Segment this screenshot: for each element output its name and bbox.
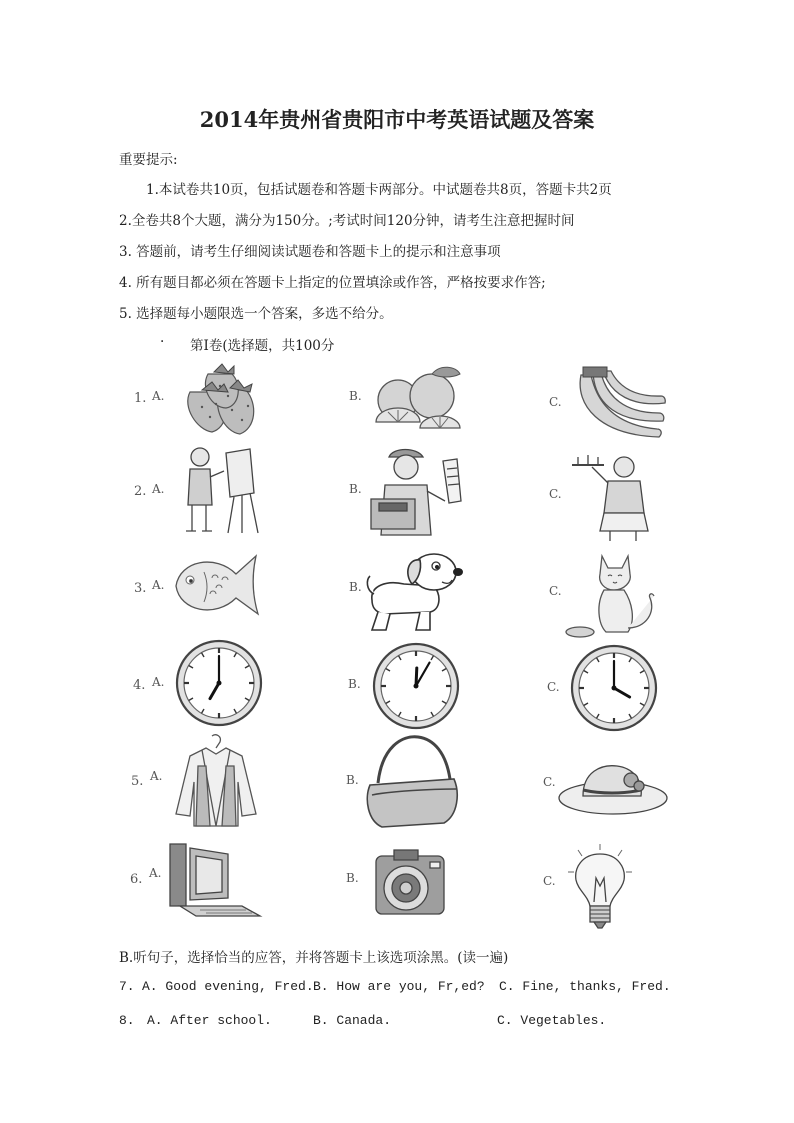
dot-mark: . [160, 330, 165, 346]
question-7-option-a: A. Good evening, Fred. [142, 979, 314, 994]
cashier-icon [365, 445, 465, 540]
option-5c: C. [543, 775, 556, 789]
bag-icon [362, 733, 464, 831]
question-8-option-c: C. Vegetables. [497, 1013, 607, 1028]
waiter-icon [570, 447, 660, 542]
option-1b: B. [349, 389, 362, 403]
page-title: 2014年贵州省贵阳市中考英语试题及答案 [199, 107, 595, 132]
fish-icon [170, 548, 274, 622]
question-8-number: 8. [119, 1013, 135, 1028]
jacket-icon [166, 734, 266, 832]
strawberries-icon [172, 362, 272, 437]
question-number-5: 5. [131, 774, 144, 789]
option-4b: B. [348, 677, 361, 691]
option-2b: B. [349, 482, 362, 496]
clock-b-icon [371, 641, 461, 731]
cat-icon [566, 548, 666, 640]
option-5a: A. [150, 769, 163, 783]
clock-c-icon [569, 643, 659, 733]
option-6b: B. [346, 871, 359, 885]
option-5b: B. [346, 773, 359, 787]
question-8-option-a: A. After school. [147, 1013, 272, 1028]
computer-icon [166, 840, 266, 920]
question-7-option-c: C. Fine, thanks, Fred. [499, 979, 671, 994]
section-b-instruction: B.听句子，选择恰当的应答，并将答题卡上该选项涂黑。(读一遍) [119, 950, 509, 966]
option-2c: C. [549, 487, 562, 501]
option-6c: C. [543, 874, 556, 888]
notice-3: 3. 答题前，请考生仔细阅读试题卷和答题卡上的提示和注意事项 [119, 244, 501, 260]
question-number-4: 4. [133, 678, 146, 693]
option-3c: C. [549, 584, 562, 598]
bananas-icon [569, 365, 669, 443]
notice-1: 1.本试卷共10页，包括试题卷和答题卡两部分。中试题卷共8页，答题卡共2页 [146, 182, 612, 198]
oranges-icon [370, 360, 470, 438]
question-7-number: 7. [119, 979, 135, 994]
question-8-option-b: B. Canada. [313, 1013, 392, 1028]
dog-icon [364, 550, 466, 636]
option-1c: C. [549, 395, 562, 409]
section-label: 第Ⅰ卷(选择题，共100分 [190, 338, 335, 354]
option-4c: C. [547, 680, 560, 694]
clock-a-icon [174, 638, 264, 728]
light-bulb-icon [566, 842, 634, 932]
question-number-1: 1. [134, 391, 147, 406]
hat-icon [557, 758, 669, 818]
question-7-option-b: B. How are you, Fr,ed? [313, 979, 485, 994]
notice-heading: 重要提示: [119, 152, 178, 168]
camera-icon [368, 848, 450, 920]
option-3b: B. [349, 580, 362, 594]
option-2a: A. [152, 482, 165, 496]
option-3a: A. [152, 578, 165, 592]
option-1a: A. [152, 389, 165, 403]
painter-icon [176, 443, 266, 538]
question-number-3: 3. [134, 581, 147, 596]
question-number-6: 6. [130, 872, 143, 887]
option-4a: A. [152, 675, 165, 689]
question-number-2: 2. [134, 484, 147, 499]
notice-5: 5. 选择题每小题限选一个答案，多选不给分。 [119, 306, 393, 322]
notice-2: 2.全卷共8个大题，满分为150分。;考试时间120分钟，请考生注意把握时间 [119, 213, 575, 229]
notice-4: 4. 所有题目都必须在答题卡上指定的位置填涂或作答，严格按要求作答; [119, 275, 546, 291]
option-6a: A. [149, 866, 162, 880]
